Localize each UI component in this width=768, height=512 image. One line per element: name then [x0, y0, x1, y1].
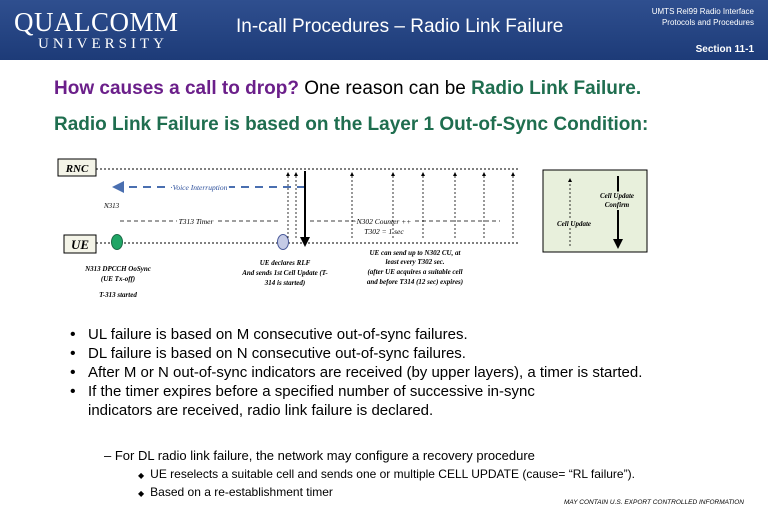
bullet-timer-expires: • If the timer expires before a specified number of successive in-sync indicators are received, radio link failure is declared.: [70, 382, 558, 420]
ue-label: UE: [70, 237, 90, 252]
subheadline: Radio Link Failure is based on the Layer 1 Out-of-Sync Condition:: [54, 114, 649, 135]
declares-caption-2: And sends 1st Cell Update (T-: [242, 269, 328, 277]
sub-item-reselect-text: UE reselects a suitable cell and sends one or multiple CELL UPDATE (cause= “RL failure”).: [150, 467, 635, 481]
declares-caption-1: UE declares RLF: [259, 259, 311, 267]
answer-text: Radio Link Failure.: [471, 78, 642, 99]
section-label: Section 11-1: [695, 44, 754, 55]
ue-out-of-sync-marker: [112, 235, 123, 250]
ue-declares-rlf-marker: [278, 235, 289, 250]
oos-caption-2: (UE Tx-off): [100, 275, 136, 283]
legend-box: [543, 170, 647, 252]
question-headline: [54, 78, 641, 100]
bullet-ul-failure: • UL failure is based on M consecutive out-of-sync failures.: [70, 325, 750, 344]
qualcomm-logo: [14, 8, 179, 52]
oos-caption-1: N313 DPCCH OoSync: [85, 265, 151, 273]
sub-item-reselect: [138, 467, 635, 481]
rlf-sequence-diagram: [0, 150, 768, 320]
voice-interruption-label: Voice Interruption: [172, 183, 228, 192]
logo-top: QUALCOMM: [14, 7, 179, 37]
bullet-dl-failure: • DL failure is based on N consecutive out-of-sync failures.: [70, 344, 750, 363]
logo-bottom: UNIVERSITY: [38, 36, 168, 52]
ue-send-caption-3: (after UE acquires a suitable cell: [367, 268, 463, 276]
sub-item-reestablish-text: Based on a re-establishment timer: [150, 485, 333, 499]
rnc-label: RNC: [65, 163, 89, 175]
declares-caption-3: 314 is started): [264, 279, 306, 287]
legend-cell-update: Cell Update: [556, 220, 592, 228]
sub-item-reestablish: [138, 485, 333, 499]
bullet-list: [70, 325, 750, 420]
t302-label: T302 = 1 sec: [364, 227, 404, 236]
oos-caption-3: T-313 started: [99, 291, 137, 299]
course-line-1: UMTS Rel99 Radio Interface: [651, 7, 754, 16]
legend-confirm-2: Confirm: [604, 201, 630, 209]
ue-send-caption-4: and before T314 (12 sec) expires): [366, 278, 464, 286]
course-line-2: Protocols and Procedures: [661, 18, 754, 27]
question-connector: One reason can be: [298, 78, 472, 99]
slide-title: In-call Procedures – Radio Link Failure: [236, 16, 564, 37]
t313-timer-label: T313 Timer: [178, 217, 214, 226]
ue-send-caption-2: least every T302 sec.: [385, 258, 445, 266]
export-notice: MAY CONTAIN U.S. EXPORT CONTROLLED INFORMATION: [564, 499, 744, 506]
ue-send-caption-1: UE can send up to N302 CU, at: [369, 249, 461, 257]
title-bar: [0, 0, 768, 60]
bullet-timer-started: • After M or N out-of-sync indicators are received (by upper layers), a timer is started.: [70, 363, 688, 382]
legend-confirm-1: Cell Update: [599, 192, 635, 200]
sub-bullet-recovery: – For DL radio link failure, the network may configure a recovery procedure: [104, 448, 535, 463]
course-name: [652, 6, 754, 28]
n313-label: N313: [104, 202, 120, 210]
diamond-bullet-icon: ◆: [138, 471, 145, 480]
question-text: How causes a call to drop?: [54, 78, 299, 99]
diamond-bullet-icon: ◆: [138, 489, 145, 498]
n302-counter-label: N302 Counter ++: [356, 217, 412, 226]
